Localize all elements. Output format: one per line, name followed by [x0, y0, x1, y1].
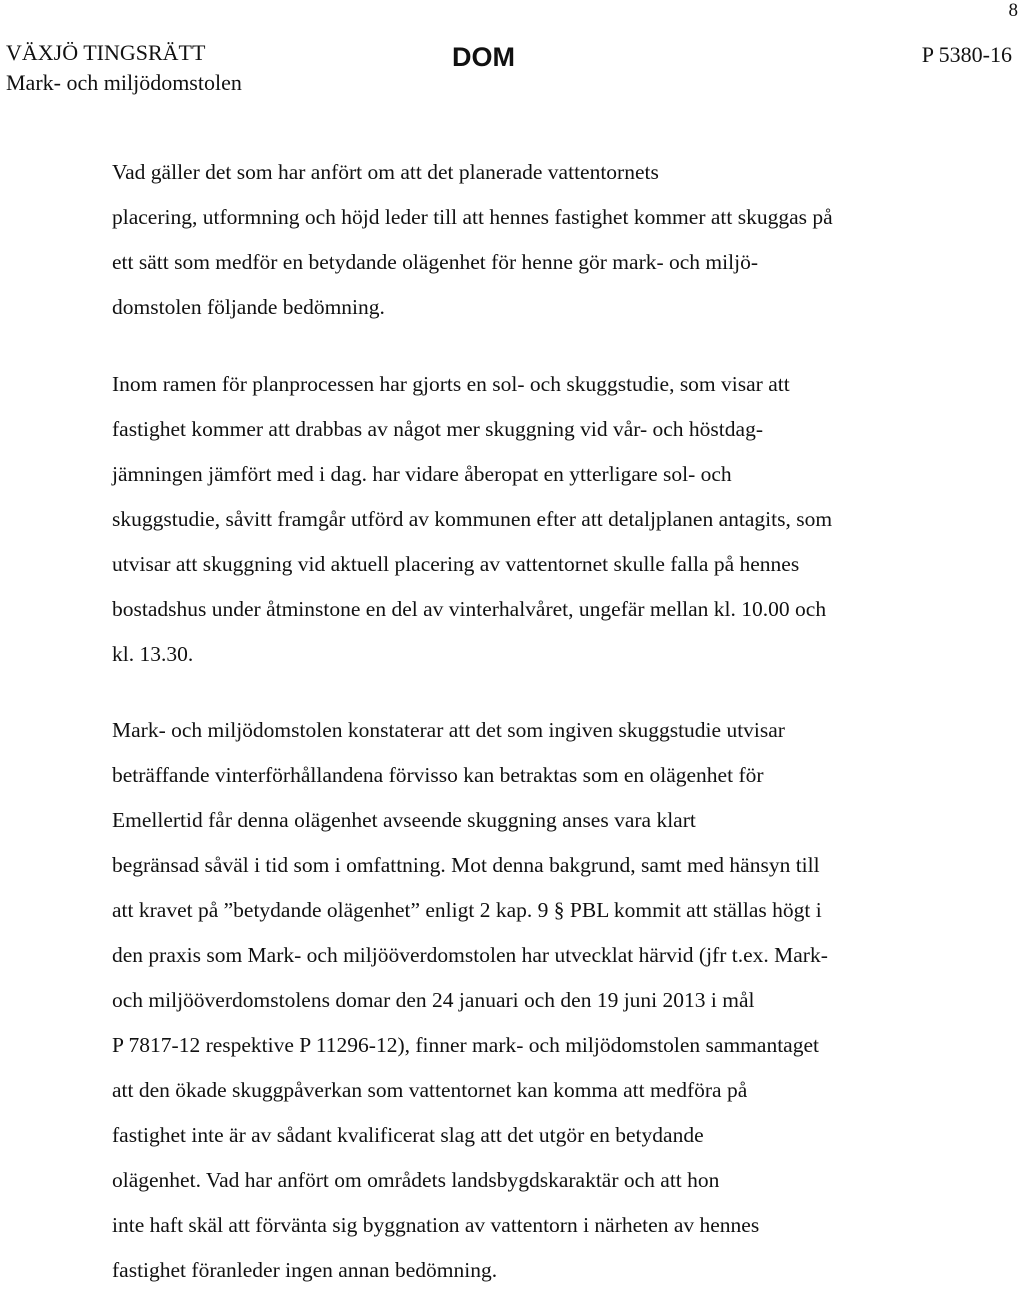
text-line: utvisar att skuggning vid aktuell placering av vattentornet skulle falla på hennes [112, 552, 800, 576]
text-line: att kravet på ”betydande olägenhet” enligt 2 kap. 9 § PBL kommit att ställas högt i [112, 898, 822, 922]
court-name: VÄXJÖ TINGSRÄTT [6, 40, 206, 65]
document-type: DOM [452, 42, 515, 72]
paragraph [112, 150, 972, 330]
paragraph [112, 708, 972, 1293]
court-department: Mark- och miljödomstolen [6, 70, 242, 95]
text-line: begränsad såväl i tid som i omfattning. Mot denna bakgrund, samt med hänsyn till [112, 853, 820, 877]
text-line: skuggstudie, såvitt framgår utförd av kommunen efter att detaljplanen antagits, som [112, 507, 833, 531]
text-line: och miljööverdomstolens domar den 24 januari och den 19 juni 2013 i mål [112, 988, 755, 1012]
paragraph [112, 362, 972, 677]
text-line: fastighet inte är av sådant kvalificerat slag att det utgör en betydande [112, 1123, 704, 1147]
text-line: P 7817-12 respektive P 11296-12), finner mark- och miljödomstolen sammantaget [112, 1033, 819, 1057]
court-block [6, 38, 242, 98]
text-line: den praxis som Mark- och miljööverdomstolen har utvecklat härvid (jfr t.ex. Mark- [112, 943, 828, 967]
text-line: beträffande vinterförhållandena förvisso kan betraktas som en olägenhet för [112, 763, 764, 787]
text-line: Mark- och miljödomstolen konstaterar att det som ingiven skuggstudie utvisar [112, 718, 785, 742]
text-line: inte haft skäl att förvänta sig byggnation av vattentorn i närheten av hennes [112, 1213, 760, 1237]
text-line: olägenhet. Vad har anfört om områdets landsbygdskaraktär och att hon [112, 1168, 720, 1192]
page-number: 8 [1008, 0, 1018, 21]
case-number: P 5380-16 [921, 42, 1012, 67]
text-line: placering, utformning och höjd leder till att hennes fastighet kommer att skuggas på [112, 205, 833, 229]
text-line: domstolen följande bedömning. [112, 295, 385, 319]
text-line: Inom ramen för planprocessen har gjorts en sol- och skuggstudie, som visar att [112, 372, 790, 396]
text-line: jämningen jämfört med i dag. har vidare åberopat en ytterligare sol- och [112, 462, 732, 486]
text-line: Vad gäller det som har anfört om att det planerade vattentornets [112, 160, 659, 184]
text-line: kl. 13.30. [112, 642, 194, 666]
text-line: bostadshus under åtminstone en del av vinterhalvåret, ungefär mellan kl. 10.00 och [112, 597, 827, 621]
text-line: ett sätt som medför en betydande olägenhet för henne gör mark- och miljö- [112, 250, 758, 274]
text-line: att den ökade skuggpåverkan som vattentornet kan komma att medföra på [112, 1078, 748, 1102]
text-line: fastighet föranleder ingen annan bedömning. [112, 1258, 498, 1282]
text-line: Emellertid får denna olägenhet avseende skuggning anses vara klart [112, 808, 696, 832]
text-line: fastighet kommer att drabbas av något mer skuggning vid vår- och höstdag- [112, 417, 763, 441]
